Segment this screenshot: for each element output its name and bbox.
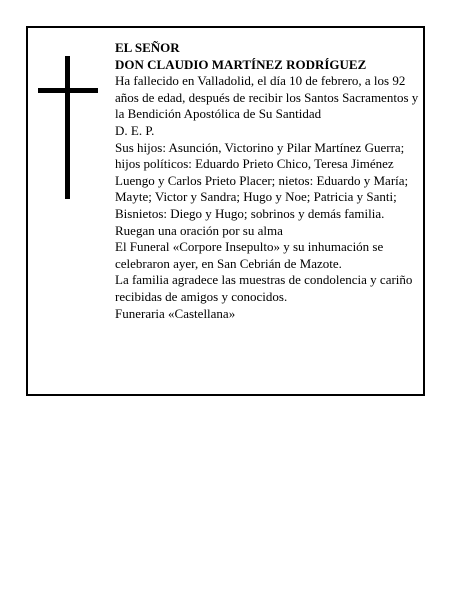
cross-vertical-bar xyxy=(65,56,70,199)
death-announcement: Ha fallecido en Valladolid, el día 10 de febrero, a los 92 años de edad, después de recibir los Santos Sacramentos y la Bendición Apostólica de Su Santidad xyxy=(115,73,419,122)
notice-text xyxy=(115,40,423,322)
rip-abbreviation: D. E. P. xyxy=(115,122,155,138)
funeral-home: Funeraria «Castellana» xyxy=(115,305,236,321)
prayer-request: Ruegan una oración por su alma xyxy=(115,222,283,238)
family-list: Sus hijos: Asunción, Victorino y Pilar Martínez Guerra; hijos políticos: Eduardo Prieto Chico, Teresa Jiménez Luengo y Carlos Prieto Placer; nietos: Eduardo y María; Mayte; Victor y Sandra; Hugo y Noe; Patricia y Santi; Bisnietos: Diego y Hugo; sobrinos y demás familia. xyxy=(115,139,409,221)
notice-heading: EL SEÑOR xyxy=(115,40,180,55)
cross-icon xyxy=(38,56,98,199)
family-thanks: La familia agradece las muestras de condolencia y cariño recibidas de amigos y conocidos. xyxy=(115,272,413,304)
deceased-name: DON CLAUDIO MARTÍNEZ RODRÍGUEZ xyxy=(115,56,367,72)
obituary-notice xyxy=(26,26,425,396)
funeral-details: El Funeral «Corpore Insepulto» y su inhumación se celebraron ayer, en San Cebrián de Mazote. xyxy=(115,239,384,271)
cross-horizontal-bar xyxy=(38,88,98,93)
